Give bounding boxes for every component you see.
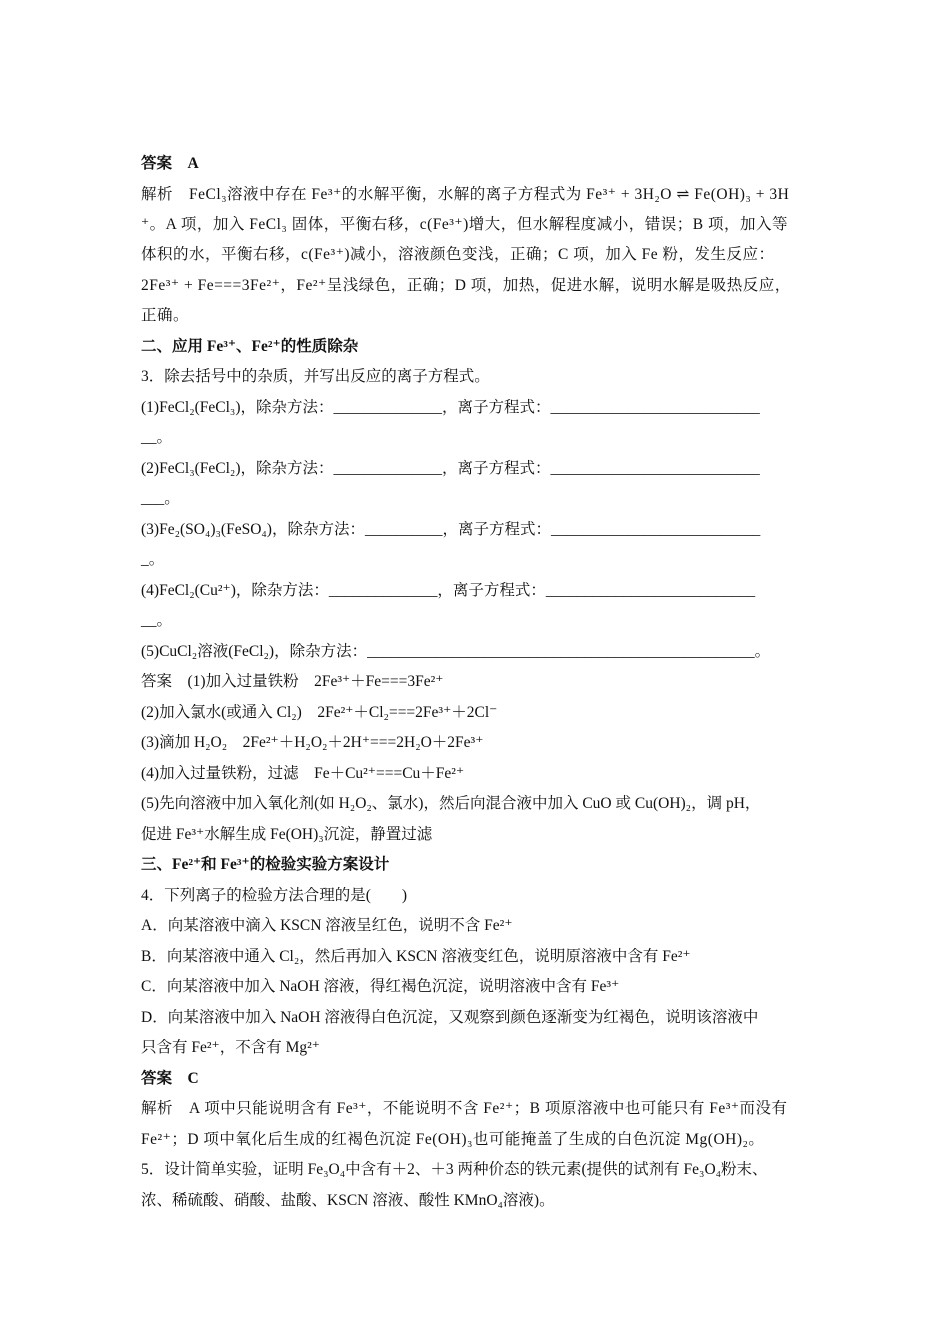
question-4-option-c: C．向某溶液中加入 NaOH 溶液，得红褐色沉淀，说明溶液中含有 Fe³⁺ — [141, 978, 620, 995]
question-4-option-a: A．向某溶液中滴入 KSCN 溶液呈红色，说明不含 Fe²⁺ — [141, 917, 513, 934]
explanation-line: 解析 FeCl₃溶液中存在 Fe³⁺的水解平衡，水解的离子方程式为 Fe³⁺ + 3H₂O ⇌ Fe(OH)₃ + 3H — [141, 186, 790, 203]
explanation-line: 2Fe³⁺ + Fe===3Fe²⁺，Fe²⁺呈浅绿色，正确；D 项，加热，促进水解，说明水解是吸热反应， — [141, 277, 791, 294]
question-4-option-d: D．向某溶液中加入 NaOH 溶液得白色沉淀，又观察到颜色逐渐变为红褐色，说明该溶液中 — [141, 1009, 759, 1026]
question-3-stem: 3．除去括号中的杂质，并写出反应的离子方程式。 — [141, 368, 490, 385]
question-3-item-5: (5)CuCl₂溶液(FeCl₂)，除杂方法：__________________________________________________。 — [141, 643, 771, 660]
question-3-item-3: (3)Fe₂(SO₄)₃(FeSO₄)，除杂方法：__________，离子方程式：___________________________ — [141, 521, 761, 538]
answer-label-1: 答案 A — [141, 155, 199, 172]
explanation-line: 体积的水，平衡右移，c(Fe³⁺)减小，溶液颜色变浅，正确；C 项，加入 Fe 粉，发生反应： — [141, 246, 775, 263]
answer-3-line: 促进 Fe³⁺水解生成 Fe(OH)₃沉淀，静置过滤 — [141, 826, 433, 843]
explanation-line: ⁺。A 项，加入 FeCl₃ 固体，平衡右移，c(Fe³⁺)增大，但水解程度减小，错误；B 项，加入等 — [141, 216, 788, 233]
question-3-item-3-cont: _。 — [141, 551, 165, 568]
answer-3-line: (5)先向溶液中加入氧化剂(如 H₂O₂、氯水)，然后向混合液中加入 CuO 或 Cu(OH)₂，调 pH， — [141, 795, 761, 812]
question-4-option-d-cont: 只含有 Fe²⁺，不含有 Mg²⁺ — [141, 1039, 320, 1056]
question-3-item-2-cont: ___。 — [141, 490, 180, 507]
question-3-item-1-cont: __。 — [141, 429, 173, 446]
answer-3-line: (4)加入过量铁粉，过滤 Fe＋Cu²⁺===Cu＋Fe²⁺ — [141, 765, 465, 782]
explanation-line: 正确。 — [141, 307, 190, 324]
section-heading-3: 三、Fe²⁺和 Fe³⁺的检验实验方案设计 — [141, 856, 390, 873]
question-4-stem: 4．下列离子的检验方法合理的是( ) — [141, 887, 408, 904]
question-5-stem: 5．设计简单实验，证明 Fe₃O₄中含有＋2、＋3 两种价态的铁元素(提供的试剂有 Fe₃O₄粉末、 — [141, 1161, 768, 1178]
answer-label-4: 答案 C — [141, 1070, 199, 1087]
explanation-4-line: 解析 A 项中只能说明含有 Fe³⁺，不能说明不含 Fe²⁺；B 项原溶液中也可能只有 Fe³⁺而没有 — [141, 1100, 788, 1117]
question-3-item-4-cont: __。 — [141, 612, 173, 629]
question-3-item-1: (1)FeCl₂(FeCl₃)，除杂方法：______________，离子方程式：___________________________ — [141, 399, 760, 416]
question-3-item-4: (4)FeCl₂(Cu²⁺)，除杂方法：______________，离子方程式：___________________________ — [141, 582, 756, 599]
section-heading-2: 二、应用 Fe³⁺、Fe²⁺的性质除杂 — [141, 338, 359, 355]
question-5-stem-cont: 浓、稀硫酸、硝酸、盐酸、KSCN 溶液、酸性 KMnO₄溶液)。 — [141, 1192, 555, 1209]
answer-3-line: (2)加入氯水(或通入 Cl₂) 2Fe²⁺＋Cl₂===2Fe³⁺＋2Cl⁻ — [141, 704, 498, 721]
explanation-4-line: Fe²⁺；D 项中氧化后生成的红褐色沉淀 Fe(OH)₃也可能掩盖了生成的白色沉淀 Mg(OH)₂。 — [141, 1131, 765, 1148]
question-4-option-b: B．向某溶液中通入 Cl₂，然后再加入 KSCN 溶液变红色，说明原溶液中含有 Fe²⁺ — [141, 948, 691, 965]
question-3-item-2: (2)FeCl₃(FeCl₂)，除杂方法：______________，离子方程式：___________________________ — [141, 460, 760, 477]
answer-3-line: (3)滴加 H₂O₂ 2Fe²⁺＋H₂O₂＋2H⁺===2H₂O＋2Fe³⁺ — [141, 734, 484, 751]
answer-3-line: 答案 (1)加入过量铁粉 2Fe³⁺＋Fe===3Fe²⁺ — [141, 673, 444, 690]
